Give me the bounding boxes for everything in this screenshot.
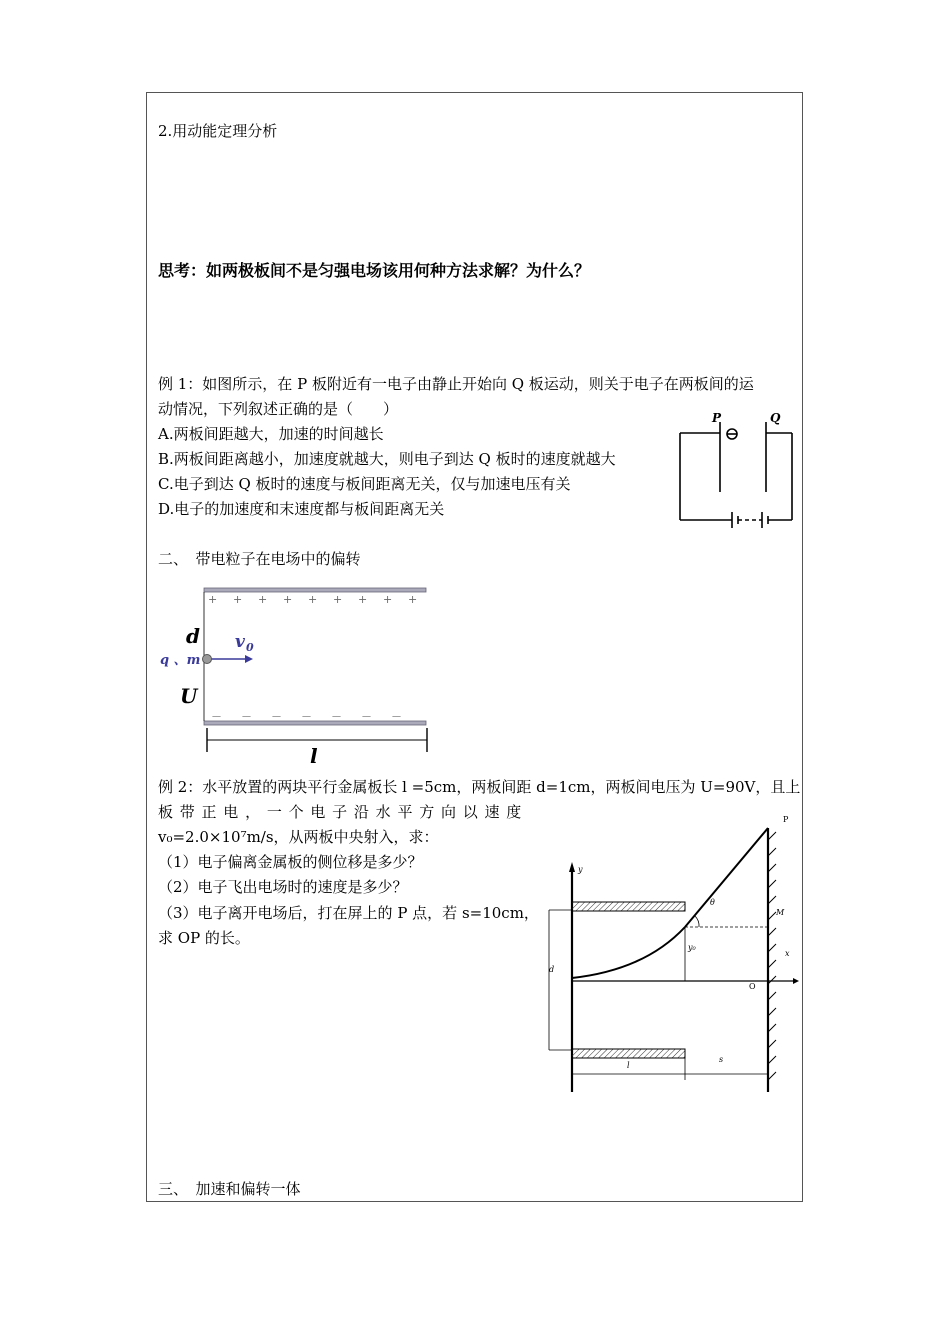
plus-sign: + xyxy=(383,593,393,606)
label-l: l xyxy=(310,744,318,768)
plus-sign: + xyxy=(208,593,218,606)
example-2-question-1: （1）电子偏离金属板的侧位移是多少？ xyxy=(158,853,423,871)
example-2-line-1: 例 2：水平放置的两块平行金属板长 l =5cm，两板间距 d=1cm，两板间电压为 U=90V，且上 xyxy=(158,778,801,796)
example-1-option-b: B.两板间距离越小，加速度就越大，则电子到达 Q 板时的速度就越大 xyxy=(158,450,616,468)
label-p-point: P xyxy=(783,815,789,824)
plus-sign: + xyxy=(308,593,318,606)
minus-sign: — xyxy=(392,712,401,722)
label-q: Q xyxy=(770,411,781,425)
minus-sign: — xyxy=(332,712,341,722)
think-question: 思考：如两极板间不是匀强电场该用何种方法求解？为什么？ xyxy=(158,261,591,280)
label-m: M xyxy=(776,908,785,917)
figure-deflection-plates xyxy=(150,585,440,768)
example-1-option-d: D.电子的加速度和末速度都与板间距离无关 xyxy=(158,500,445,518)
plus-sign: + xyxy=(358,593,368,606)
minus-sign: — xyxy=(362,712,371,722)
label-v0: v xyxy=(235,632,245,652)
label-theta: θ xyxy=(710,898,715,907)
plus-sign: + xyxy=(258,593,268,606)
example-2-line-3: v₀=2.0×10⁷m/s，从两板中央射入，求： xyxy=(158,828,439,846)
section-san-heading: 三、 加速和偏转一体 xyxy=(158,1180,301,1198)
label-p: P xyxy=(712,411,722,425)
example-1-option-a: A.两板间距越大，加速的时间越长 xyxy=(158,425,384,443)
minus-sign: — xyxy=(272,712,281,722)
plus-sign: + xyxy=(408,593,418,606)
plus-sign: + xyxy=(233,593,243,606)
label-q-m: q 、m xyxy=(160,653,201,668)
example-2-question-3b: 求 OP 的长。 xyxy=(158,929,250,947)
label-v0-subscript: 0 xyxy=(246,641,254,654)
plus-sign: + xyxy=(283,593,293,606)
example-1-line-1: 例 1：如图所示，在 P 板附近有一电子由静止开始向 Q 板运动，则关于电子在两板间的运 xyxy=(158,375,754,393)
example-1-line-2: 动情况，下列叙述正确的是（ ） xyxy=(158,400,399,418)
label-d: d xyxy=(186,624,200,648)
minus-sign: — xyxy=(242,712,251,722)
label-u: U xyxy=(180,684,198,708)
label-y0: y₀ xyxy=(688,943,696,952)
minus-sign: — xyxy=(302,712,311,722)
label-d-gap: d xyxy=(549,965,555,974)
section-2-heading: 2.用动能定理分析 xyxy=(158,122,278,140)
example-2-question-2: （2）电子飞出电场时的速度是多少？ xyxy=(158,878,408,896)
minus-sign: — xyxy=(212,712,221,722)
label-x: x xyxy=(785,949,790,958)
plus-sign: + xyxy=(333,593,343,606)
label-y: y xyxy=(578,865,583,874)
example-1-option-c: C.电子到达 Q 板时的速度与板间距离无关，仅与加速电压有关 xyxy=(158,475,571,493)
example-2-question-3a: （3）电子离开电场后，打在屏上的 P 点，若 s=10cm， xyxy=(158,904,539,922)
label-s: s xyxy=(719,1055,724,1064)
section-er-heading: 二、 带电粒子在电场中的偏转 xyxy=(158,550,361,568)
label-o: O xyxy=(749,982,756,991)
label-l-length: l xyxy=(627,1061,630,1070)
example-2-line-2: 板 带 正 电 ， 一 个 电 子 沿 水 平 方 向 以 速 度 xyxy=(158,803,523,821)
figure-trajectory xyxy=(535,810,800,1102)
figure-pq-circuit xyxy=(670,408,805,528)
